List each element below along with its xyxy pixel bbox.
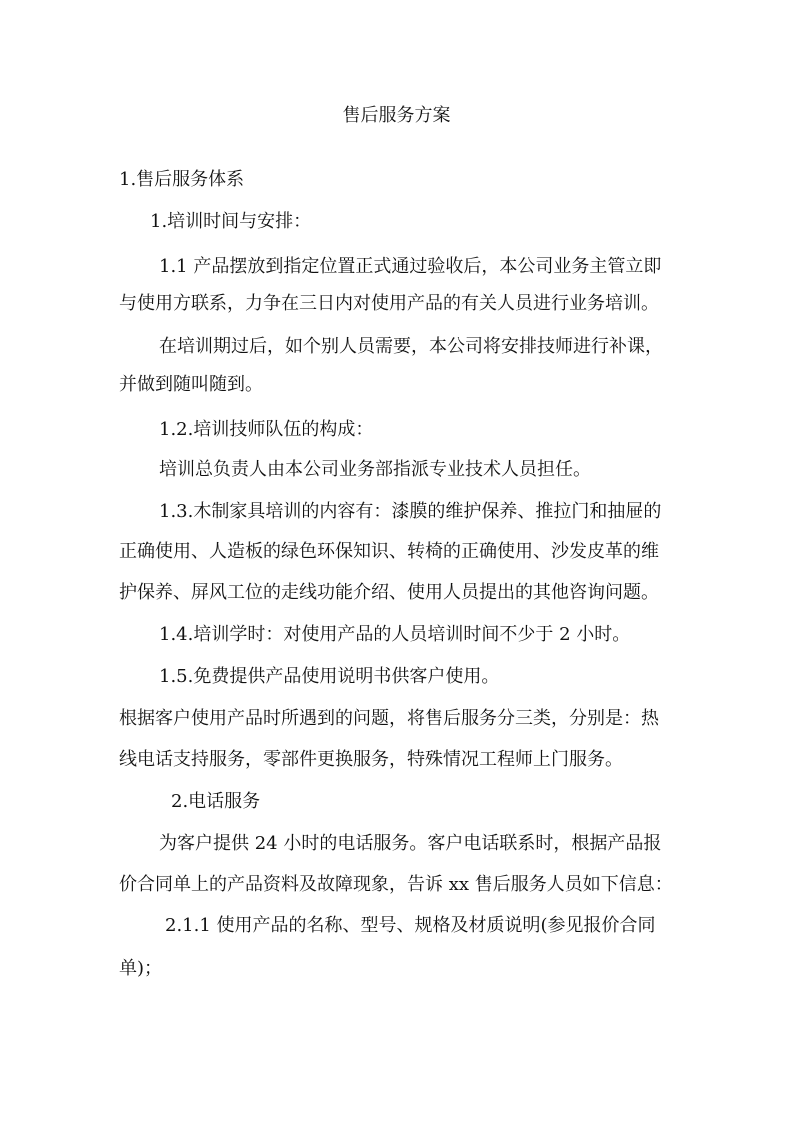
section-heading: 2.电话服务 — [171, 791, 261, 812]
paragraph-line: 根据客户使用产品时所遇到的问题，将售后服务分三类，分别是：热 — [119, 708, 659, 729]
paragraph-line: 线电话支持服务，零部件更换服务，特殊情况工程师上门服务。 — [119, 749, 623, 770]
paragraph-line: 1.1 产品摆放到指定位置正式通过验收后，本公司业务主管立即 — [159, 256, 662, 277]
page-title: 售后服务方案 — [342, 105, 451, 126]
paragraph-line: 培训总负责人由本公司业务部指派专业技术人员担任。 — [159, 459, 591, 480]
paragraph-line: 与使用方联系，力争在三日内对使用产品的有关人员进行业务培训。 — [119, 293, 659, 314]
paragraph-line: 1.3.木制家具培训的内容有：漆膜的维护保养、推拉门和抽屉的 — [159, 501, 662, 522]
paragraph-line: 为客户提供 24 小时的电话服务。客户电话联系时，根据产品报 — [159, 833, 662, 854]
paragraph-line: 并做到随叫随到。 — [119, 374, 263, 395]
section-heading: 1.售后服务体系 — [119, 169, 245, 190]
paragraph-line: 护保养、屏风工位的走线功能介绍、使用人员提出的其他咨询问题。 — [119, 582, 659, 603]
paragraph-line: 在培训期过后，如个别人员需要，本公司将安排技师进行补课， — [159, 336, 663, 357]
paragraph-line: 单)； — [119, 958, 163, 979]
paragraph-line: 价合同单上的产品资料及故障现象，告诉 xx 售后服务人员如下信息： — [119, 874, 673, 895]
paragraph-line: 1.4.培训学时：对使用产品的人员培训时间不少于 2 小时。 — [159, 624, 631, 645]
subsection-heading: 1.2.培训技师队伍的构成： — [159, 419, 374, 440]
paragraph-line: 1.5.免费提供产品使用说明书供客户使用。 — [159, 666, 500, 687]
list-item: 2.1.1 使用产品的名称、型号、规格及材质说明(参见报价合同 — [165, 915, 656, 936]
paragraph-line: 正确使用、人造板的绿色环保知识、转椅的正确使用、沙发皮革的维 — [119, 541, 659, 562]
subsection-heading: 1.培训时间与安排： — [150, 211, 312, 232]
